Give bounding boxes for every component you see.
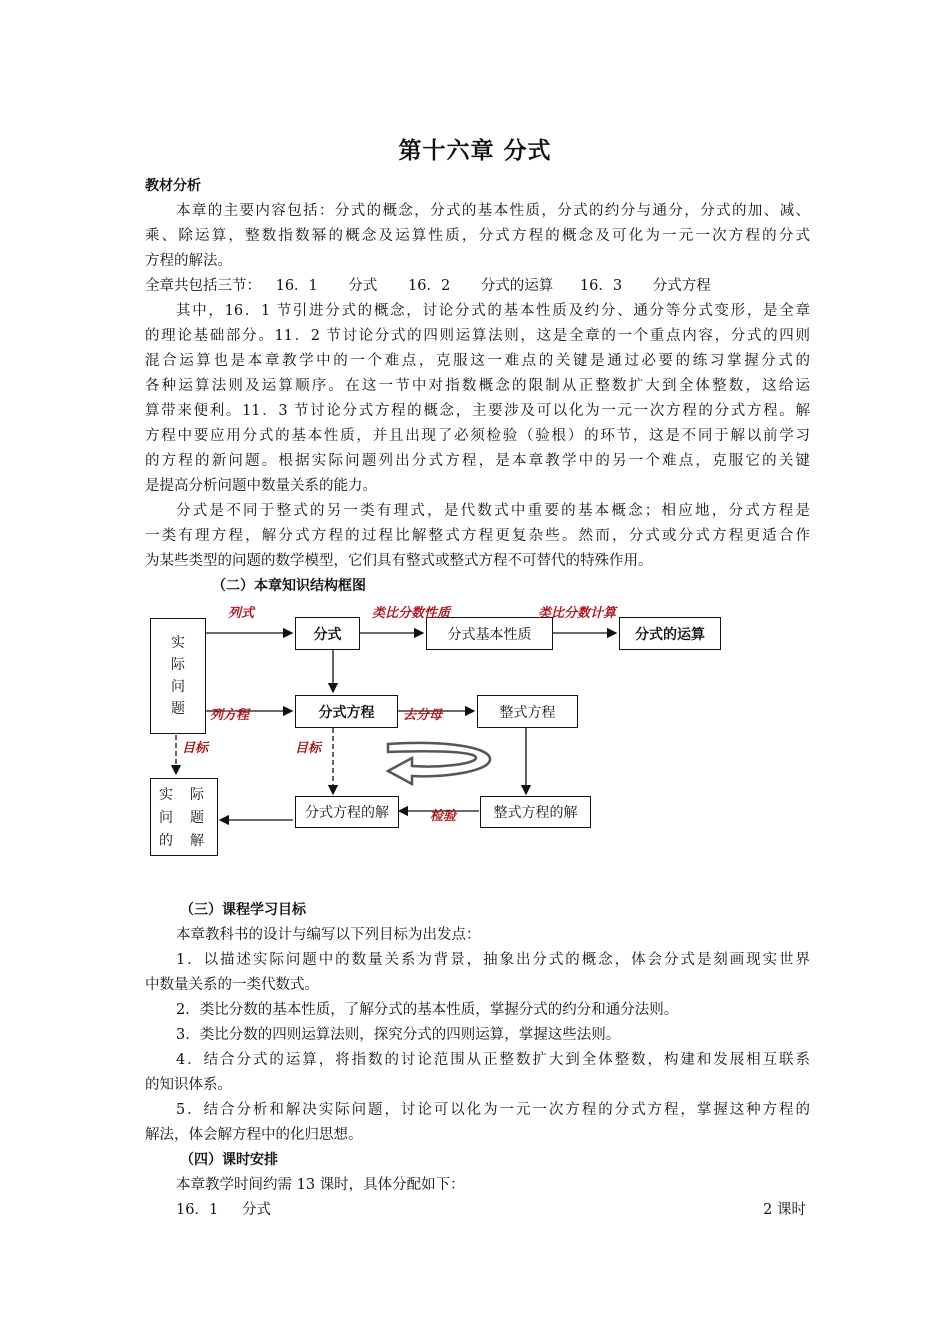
paragraph-line: 算带来便利。11．3 节讨论分式方程的概念，主要涉及可以化为一元一次方程的分式方程。解 (145, 403, 810, 419)
box-real-problem (150, 618, 206, 734)
box-integral-equation-solution: 整式方程的解 (480, 796, 591, 828)
box-real-solution (150, 778, 218, 856)
goal-line: 解法，体会解方程中的化归思想。 (145, 1127, 363, 1143)
heading-analysis: 教材分析 (145, 178, 201, 194)
schedule-hours: 2 课时 (763, 1202, 806, 1218)
label-lieshi: 列式 (228, 606, 255, 621)
paragraph-line: 本章教学时间约需 13 课时，具体分配如下： (176, 1177, 465, 1193)
box-text: 实 (171, 635, 185, 651)
box-operation: 分式的运算 (619, 617, 721, 650)
paragraph-line: 一类有理方程，解分式方程的过程比解整式方程更复杂些。然而，分式或分式方程更适合作 (145, 528, 810, 544)
box-text: 题 (171, 701, 185, 717)
paragraph-line: 其中，16．1 节引进分式的概念，讨论分式的基本性质及约分、通分等分式变形，是全章 (176, 303, 810, 319)
box-text: 际 (190, 786, 204, 803)
label-check: 检验 (430, 809, 457, 824)
section-name: 分式方程 (652, 278, 711, 294)
paragraph-line: 的方程的新问题。根据实际问题列出分式方程，是本章教学中的另一个难点，克服它的关键 (145, 453, 810, 469)
box-text: 解 (190, 833, 204, 850)
schedule-name: 分式 (242, 1202, 271, 1218)
goal-line: 3．类比分数的四则运算法则，探究分式的四则运算，掌握这些法则。 (176, 1027, 621, 1043)
box-text: 的 (159, 833, 173, 850)
heading-goals: （三）课程学习目标 (180, 902, 306, 918)
box-fraction-equation: 分式方程 (295, 695, 398, 728)
label-qufenmu: 去分母 (403, 708, 443, 723)
box-fraction-equation-solution: 分式方程的解 (295, 796, 399, 828)
label-liefangcheng: 列方程 (210, 708, 250, 723)
heading-structure: （二）本章知识结构框图 (212, 578, 366, 594)
paragraph-line: 本章教科书的设计与编写以下列目标为出发点： (176, 927, 481, 943)
label-target-1: 目标 (182, 741, 209, 756)
paragraph-line: 各种运算法则及运算顺序。在这一节中对指数概念的限制从正整数扩大到全体整数，这给运 (145, 378, 810, 394)
box-integral-equation: 整式方程 (477, 695, 578, 728)
section-name: 分式的运算 (480, 278, 554, 294)
schedule-number: 16．1 (176, 1202, 219, 1218)
section-name: 分式 (348, 278, 378, 294)
label-analogy-property: 类比分数性质 (372, 606, 451, 621)
paragraph-line: 方程的解法。 (145, 253, 232, 269)
box-fraction: 分式 (295, 617, 360, 650)
sections-list (145, 276, 810, 296)
section-number: 16．3 (579, 278, 623, 294)
page-title: 第十六章 分式 (398, 138, 552, 164)
paragraph-line: 乘、除运算，整数指数幂的概念及运算性质，分式方程的概念及可化为一元一次方程的分式 (145, 228, 810, 244)
paragraph-line: 是提高分析问题中数量关系的能力。 (145, 478, 377, 494)
box-text: 际 (171, 657, 185, 673)
paragraph-line: 混合运算也是本章教学中的一个难点，克服这一难点的关键是通过必要的练习掌握分式的 (145, 353, 810, 369)
goal-line: 中数量关系的一类代数式。 (145, 977, 319, 993)
heading-schedule: （四）课时安排 (180, 1152, 278, 1168)
knowledge-structure-diagram (140, 600, 740, 880)
box-text: 问 (159, 809, 173, 826)
box-basic-property: 分式基本性质 (426, 617, 553, 650)
label-target-2: 目标 (295, 741, 322, 756)
box-text: 实 (159, 786, 173, 803)
paragraph-line: 为某些类型的问题的数学模型，它们具有整式或整式方程不可替代的特殊作用。 (145, 553, 653, 569)
label-analogy-calc: 类比分数计算 (538, 606, 617, 621)
paragraph-line: 分式是不同于整式的另一类有理式，是代数式中重要的基本概念；相应地，分式方程是 (176, 503, 810, 519)
box-text: 问 (171, 679, 185, 695)
section-number: 16．2 (408, 278, 451, 294)
goal-line: 1．以描述实际问题中的数量关系为背景，抽象出分式的概念，体会分式是刻画现实世界 (176, 952, 810, 968)
goal-line: 2．类比分数的基本性质，了解分式的基本性质，掌握分式的约分和通分法则。 (176, 1002, 679, 1018)
paragraph-line: 本章的主要内容包括：分式的概念，分式的基本性质，分式的约分与通分，分式的加、减、 (176, 203, 810, 219)
curved-return-arrow (388, 743, 490, 784)
schedule-row (176, 1200, 806, 1220)
section-number: 16．1 (275, 278, 318, 294)
goal-line: 的知识体系。 (145, 1077, 232, 1093)
goal-line: 4．结合分式的运算，将指数的讨论范围从正整数扩大到全体整数，构建和发展相互联系 (176, 1052, 810, 1068)
goal-line: 5．结合分析和解决实际问题，讨论可以化为一元一次方程的分式方程，掌握这种方程的 (176, 1102, 810, 1118)
paragraph-line: 方程中要应用分式的基本性质，并且出现了必须检验（验根）的环节，这是不同于解以前学习 (145, 428, 810, 444)
paragraph-line: 的理论基础部分。11．2 节讨论分式的四则运算法则，这是全章的一个重点内容，分式的四则 (145, 328, 810, 344)
sections-intro: 全章共包括三节： (145, 278, 261, 294)
box-text: 题 (190, 809, 204, 826)
